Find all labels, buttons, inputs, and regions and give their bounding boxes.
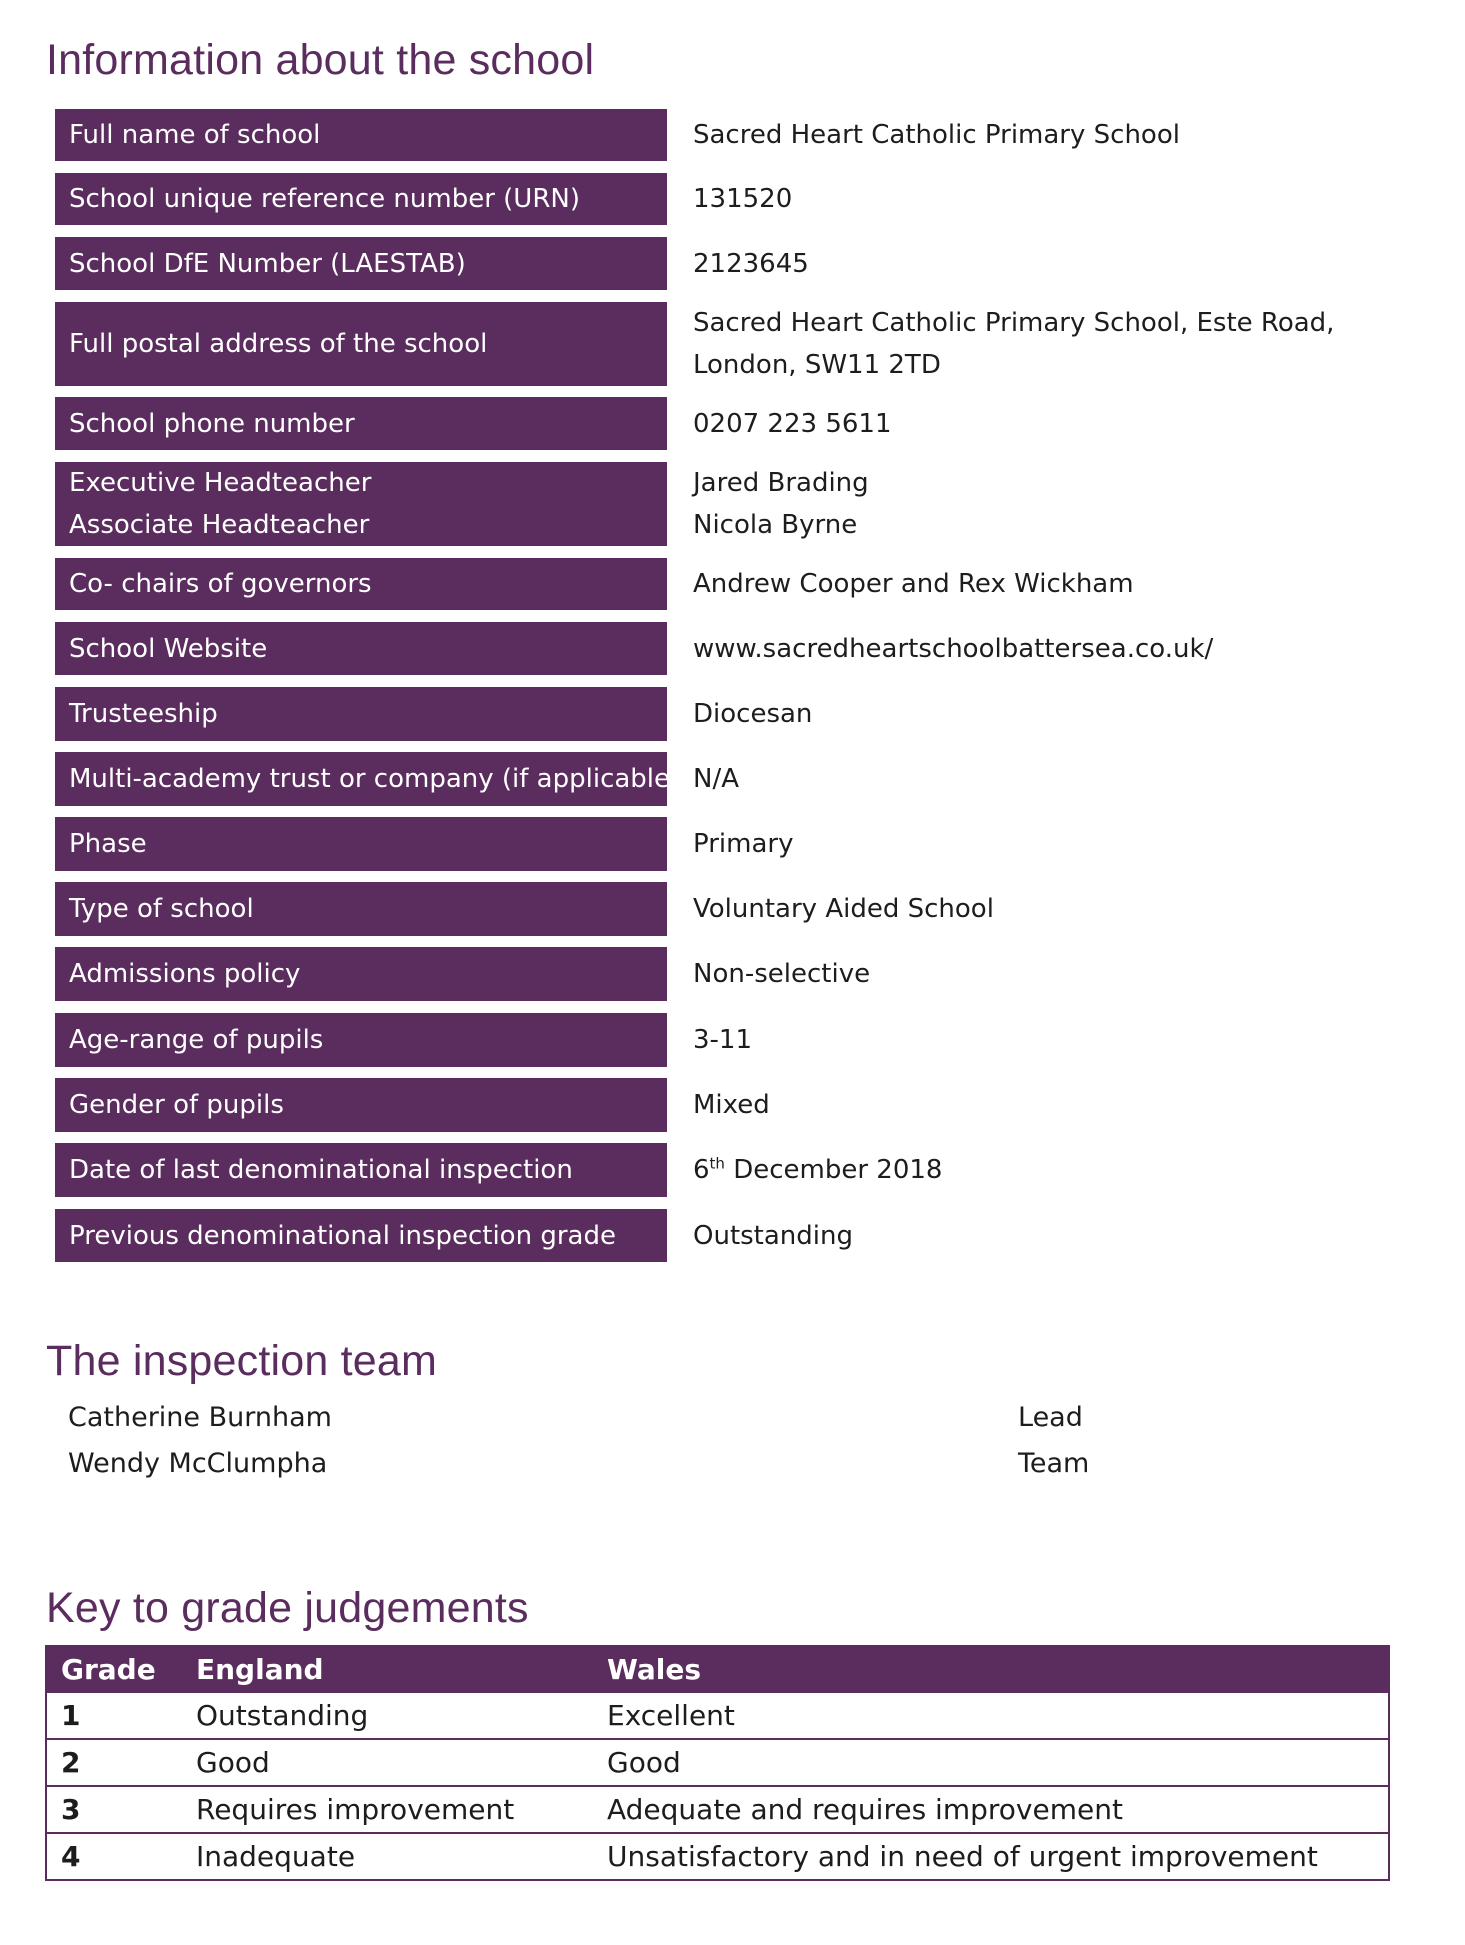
info-value: Voluntary Aided School	[693, 894, 994, 924]
info-row-phase	[55, 817, 1400, 871]
info-value: 3-11	[693, 1025, 753, 1055]
info-label: Phase	[55, 817, 667, 871]
england-judgement: Inadequate	[196, 1840, 356, 1873]
info-value: 131520	[693, 184, 793, 214]
team-member-name: Catherine Burnham	[68, 1402, 332, 1433]
info-row-urn	[55, 173, 1400, 225]
info-row-full-name	[55, 109, 1400, 161]
label-line-2: Associate Headteacher	[69, 510, 370, 540]
grade-number: 4	[61, 1840, 81, 1873]
info-value: 2123645	[693, 248, 809, 279]
wales-judgement: Good	[607, 1746, 681, 1779]
team-member	[68, 1398, 1118, 1438]
date-day: 6	[693, 1155, 710, 1185]
info-value	[693, 302, 1400, 386]
team-member-role: Lead	[1018, 1402, 1083, 1433]
wales-judgement: Unsatisfactory and in need of urgent improvement	[607, 1840, 1318, 1873]
info-label: School DfE Number (LAESTAB)	[55, 237, 667, 290]
label-line-1: Executive Headteacher	[69, 468, 372, 498]
info-label: Co- chairs of governors	[55, 558, 667, 610]
info-row-postal-address	[55, 302, 1400, 386]
date-rest: December 2018	[724, 1155, 943, 1185]
value-line-2: Nicola Byrne	[693, 510, 858, 540]
info-value: Andrew Cooper and Rex Wickham	[693, 569, 1134, 599]
value-line-1: Jared Brading	[693, 468, 869, 498]
info-value	[693, 1143, 1400, 1197]
grade-table-header	[47, 1647, 1388, 1693]
info-value: 0207 223 5611	[693, 408, 892, 439]
website-link[interactable]: www.sacredheartschoolbattersea.co.uk/	[693, 633, 1214, 664]
info-label: Type of school	[55, 882, 667, 936]
info-value: Primary	[693, 829, 794, 859]
info-label: Trusteeship	[55, 687, 667, 741]
info-label: Full postal address of the school	[55, 302, 667, 386]
address-line-1: Sacred Heart Catholic Primary School, Este Road,	[693, 308, 1335, 338]
grade-table	[45, 1645, 1390, 1881]
info-label: Date of last denominational inspection	[55, 1143, 667, 1197]
info-row-type	[55, 882, 1400, 936]
info-label: Gender of pupils	[55, 1078, 667, 1132]
table-row	[47, 1738, 1388, 1785]
info-row-age-range	[55, 1013, 1400, 1067]
info-row-trusteeship	[55, 687, 1400, 741]
team-section-title: The inspection team	[46, 1337, 438, 1385]
info-value: Non-selective	[693, 959, 871, 989]
england-judgement: Outstanding	[196, 1699, 369, 1732]
wales-judgement: Adequate and requires improvement	[607, 1793, 1123, 1826]
info-row-last-inspection	[55, 1143, 1400, 1197]
table-row	[47, 1693, 1388, 1738]
info-row-admissions	[55, 947, 1400, 1001]
info-value: Outstanding	[693, 1220, 853, 1251]
info-row-mat	[55, 752, 1400, 806]
team-member-role: Team	[1018, 1448, 1090, 1479]
table-row	[47, 1832, 1388, 1879]
info-row-dfe-number	[55, 237, 1400, 290]
info-label: Full name of school	[55, 109, 667, 161]
info-row-previous-grade	[55, 1209, 1400, 1262]
info-label	[55, 462, 667, 546]
grade-number: 3	[61, 1793, 81, 1826]
info-row-gender	[55, 1078, 1400, 1132]
address-line-2: London, SW11 2TD	[693, 350, 941, 380]
info-label: School Website	[55, 622, 667, 675]
grade-number: 2	[61, 1746, 81, 1779]
team-member	[68, 1444, 1118, 1484]
info-row-phone	[55, 397, 1400, 450]
info-value	[693, 462, 1400, 546]
date-ordinal-suffix: th	[709, 1154, 725, 1173]
info-value: N/A	[693, 764, 739, 794]
info-row-headteachers	[55, 462, 1400, 546]
info-label: Age-range of pupils	[55, 1013, 667, 1067]
team-member-name: Wendy McClumpha	[68, 1448, 328, 1479]
info-value: Mixed	[693, 1090, 770, 1120]
info-label: Previous denominational inspection grade	[55, 1209, 667, 1262]
grade-number: 1	[61, 1699, 81, 1732]
info-label: School unique reference number (URN)	[55, 173, 667, 225]
header-england: England	[196, 1653, 324, 1686]
england-judgement: Good	[196, 1746, 270, 1779]
grades-section-title: Key to grade judgements	[46, 1584, 529, 1632]
header-grade: Grade	[61, 1653, 156, 1686]
table-row	[47, 1785, 1388, 1832]
header-wales: Wales	[607, 1653, 702, 1686]
info-row-governors	[55, 558, 1400, 610]
info-label: School phone number	[55, 397, 667, 450]
wales-judgement: Excellent	[607, 1699, 735, 1732]
info-value: Diocesan	[693, 699, 813, 729]
info-label: Multi-academy trust or company (if applicable)	[55, 752, 667, 806]
england-judgement: Requires improvement	[196, 1793, 515, 1826]
info-value: Sacred Heart Catholic Primary School	[693, 120, 1180, 150]
info-label: Admissions policy	[55, 947, 667, 1001]
info-row-website	[55, 622, 1400, 675]
info-section-title: Information about the school	[46, 36, 595, 84]
